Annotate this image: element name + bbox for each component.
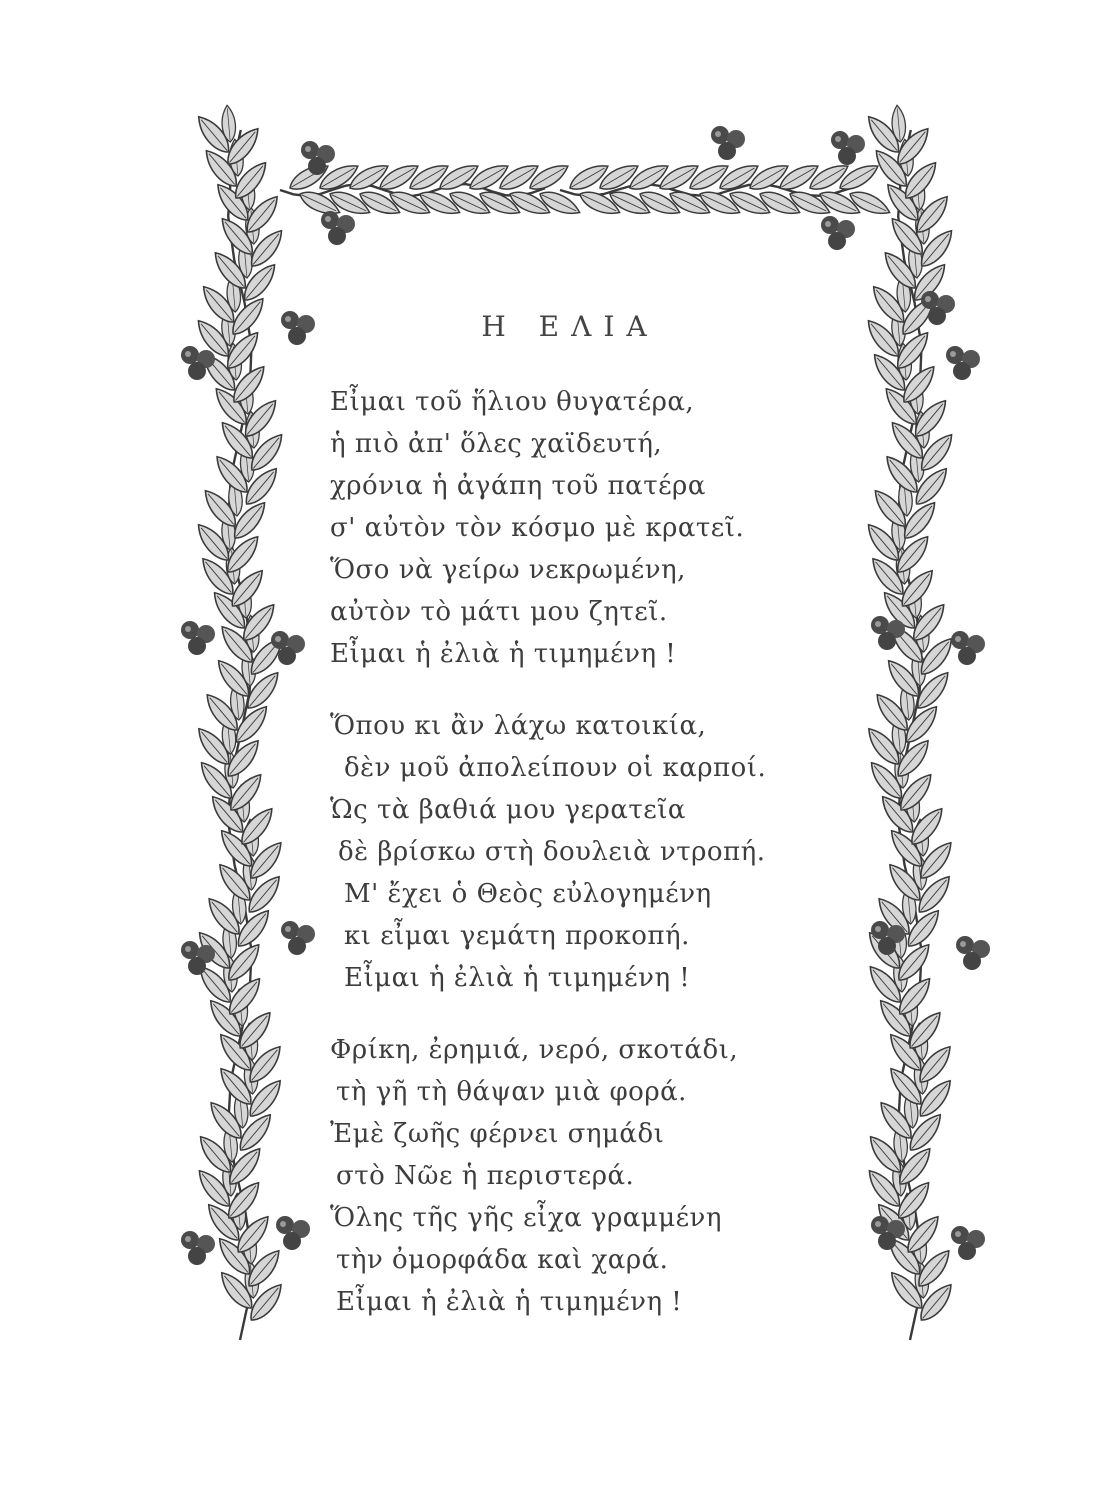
poem-line: κι εἶμαι γεμάτη προκοπή.: [344, 921, 690, 951]
poem-line: Εἶμαι ἡ ἐλιὰ ἡ τιμημένη !: [344, 963, 691, 993]
poem-line: Ὅπου κι ἂν λάχω κατοικία,: [330, 711, 707, 741]
poem-line: σ' αὐτὸν τὸν κόσμο μὲ κρατεῖ.: [330, 513, 745, 543]
poem-line: Ἐμὲ ζωῆς φέρνει σημάδι: [330, 1119, 665, 1149]
poem-stanzas: [330, 381, 810, 1323]
poem-line: στὸ Νῶε ἡ περιστερά.: [336, 1161, 635, 1191]
poem-line: Ὡς τὰ βαθιά μου γερατεῖα: [330, 795, 686, 825]
poem-line: τὴ γῆ τὴ θάψαν μιὰ φορά.: [336, 1077, 687, 1107]
poem-line: τὴν ὀμορφάδα καὶ χαρά.: [336, 1245, 669, 1275]
poem-line: χρόνια ἡ ἀγάπη τοῦ πατέρα: [330, 471, 706, 501]
poem-line: αὐτὸν τὸ μάτι μου ζητεῖ.: [330, 597, 668, 627]
poem-line: Εἶμαι ἡ ἐλιὰ ἡ τιμημένη !: [336, 1287, 683, 1317]
poem-line: δὲ βρίσκω στὴ δουλειὰ ντροπή.: [338, 837, 766, 867]
poem-line: Φρίκη, ἐρημιά, νερό, σκοτάδι,: [330, 1035, 739, 1065]
stanza-3: [330, 1029, 810, 1323]
poem-line: Μ' ἔχει ὁ Θεὸς εὐλογημένη: [344, 879, 712, 909]
poem-line: Εἶμαι τοῦ ἥλιου θυγατέρα,: [330, 387, 695, 417]
poem-line: Εἶμαι ἡ ἐλιὰ ἡ τιμημένη !: [330, 639, 677, 669]
poem-line: ἡ πιὸ ἀπ' ὅλες χαϊδευτή,: [330, 429, 663, 459]
poem-line: Ὅσο νὰ γείρω νεκρωμένη,: [330, 555, 686, 585]
poem-title: Η ΕΛΙΑ: [481, 310, 659, 343]
poem-line: δὲν μοῦ ἀπολείπουν οἱ καρποί.: [344, 753, 767, 783]
stanza-1: [330, 381, 810, 675]
poem-line: Ὅλης τῆς γῆς εἶχα γραμμένη: [330, 1203, 722, 1233]
stanza-2: [330, 705, 810, 999]
poem: [330, 310, 810, 1353]
